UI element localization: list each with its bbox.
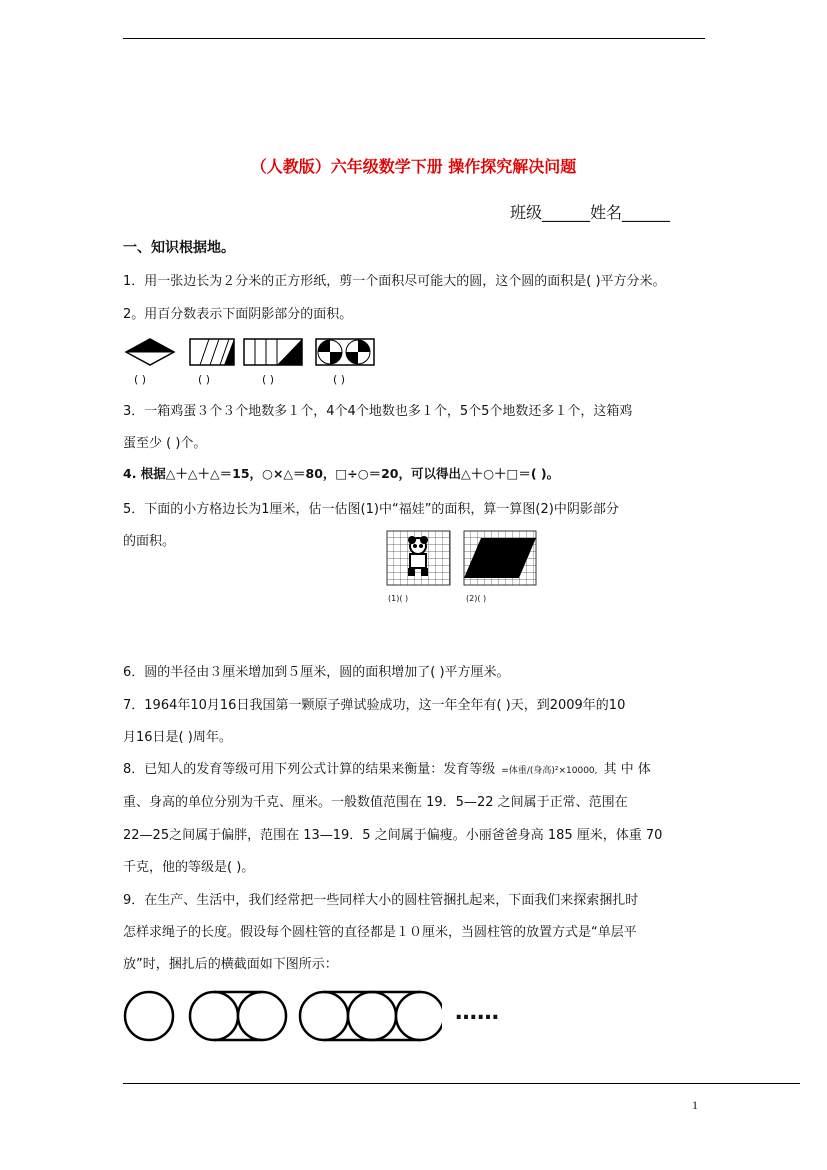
answer-paren-2: ( )	[198, 373, 211, 386]
question-8-line-4: 千克，他的等级是( )。	[123, 860, 255, 875]
page-number: 1	[692, 1098, 698, 1112]
question-8-line-1	[123, 758, 651, 777]
question-3-line-2: 蛋至少 ( )个。	[123, 436, 207, 451]
question-1: 1．用一张边长为２分米的正方形纸，剪一个面积尽可能大的圆，这个圆的面积是( )平方分米。	[123, 274, 666, 289]
shading-figures	[124, 338, 378, 368]
class-name-line: 班级______姓名______	[510, 203, 671, 222]
section-heading: 一、知识根据地。	[123, 240, 235, 256]
question-6: 6．圆的半径由３厘米增加到５厘米，圆的面积增加了( )平方厘米。	[123, 665, 510, 680]
triangle-strip-figure	[244, 339, 302, 365]
question-9-line-1: 9．在生产、生活中，我们经常把一些同样大小的圆柱管捆扎起来，下面我们来探索捆扎时	[123, 893, 639, 908]
single-pipe	[125, 992, 173, 1040]
question-8-line-3: 22—25之间属于偏胖，范围在 13—19．5 之间属于偏瘦。小丽爸爸身高 185 厘米，体重 70	[123, 828, 663, 843]
answer-paren-3: ( )	[262, 373, 275, 386]
three-pipes	[300, 992, 442, 1040]
question-7-line-1: 7．1964年10月16日我国第一颗原子弹试验成功，这一年全年有( )天，到2009年的10	[123, 698, 626, 713]
two-pipes	[190, 992, 286, 1040]
question-4: 4. 根据△＋△＋△＝15，○×△＝80，□÷○＝20，可以得出△＋○＋□＝( )。	[123, 466, 560, 481]
grid-figures	[386, 530, 538, 586]
q8-text-b: 其 中 体	[603, 762, 651, 777]
question-5-line-2: 的面积。	[123, 534, 176, 549]
page-title: （人教版）六年级数学下册 操作探究解决问题	[250, 157, 577, 176]
question-7-line-2: 月16日是( )周年。	[123, 730, 232, 745]
header-rule	[123, 38, 705, 39]
rhombus-figure	[126, 339, 174, 365]
fig-label-2: (2)( )	[466, 594, 487, 603]
growth-formula: =体重/(身高)²×10000,	[501, 766, 598, 776]
question-3-line-1: 3．一箱鸡蛋３个３个地数多１个，4个4个地数也多１个，5个5个地数还多１个，这箱鸡	[123, 404, 633, 419]
parallelogram-grid	[464, 531, 536, 585]
q8-text-a: 8．已知人的发育等级可用下列公式计算的结果来衡量：发育等级	[123, 762, 496, 777]
question-9-line-3: 放”时，捆扎后的横截面如下图所示：	[123, 957, 338, 972]
pipe-bundles-figure	[122, 988, 442, 1044]
question-2: 2。用百分数表示下面阴影部分的面积。	[123, 307, 353, 322]
answer-paren-1: ( )	[134, 373, 147, 386]
fig-label-1: (1)( )	[388, 594, 409, 603]
circles-figure	[316, 339, 374, 365]
answer-paren-4: ( )	[333, 373, 346, 386]
parallel-strips-figure	[190, 339, 234, 365]
question-8-line-2: 重、身高的单位分别为千克、厘米。一般数值范围在 19．5—22 之间属于正常、范围在	[123, 795, 628, 810]
fuwa-grid	[387, 531, 450, 585]
ellipsis: ……	[455, 1000, 499, 1025]
question-9-line-2: 怎样求绳子的长度。假设每个圆柱管的直径都是１０厘米，当圆柱管的放置方式是“单层平	[123, 925, 637, 940]
footer-rule	[123, 1083, 800, 1084]
question-5-line-1: 5．下面的小方格边长为1厘米，估一估图(1)中“福娃”的面积，算一算图(2)中阴影部分	[123, 502, 619, 517]
